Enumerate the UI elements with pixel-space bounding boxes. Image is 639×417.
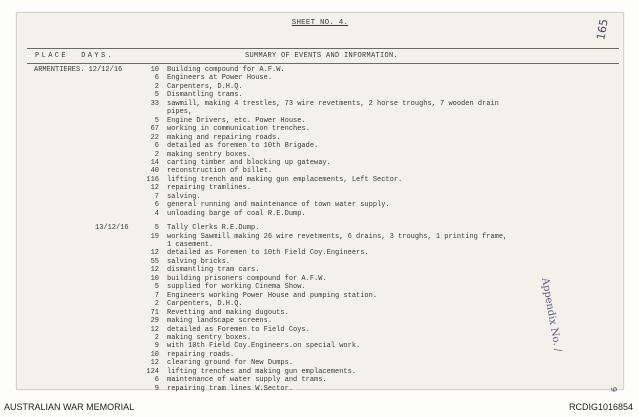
entry-count: 5 bbox=[154, 116, 159, 125]
entry-text: with 10th Field Coy.Engineers.on special work. bbox=[167, 342, 361, 351]
entry-count: 2 bbox=[154, 150, 159, 159]
header-rule-top bbox=[27, 48, 619, 49]
entry-count: 12 bbox=[150, 359, 159, 368]
entry-text: making landscape screens. bbox=[167, 317, 273, 326]
entry-text: Carpenters, D.H.Q. bbox=[167, 82, 243, 91]
entry-text: working Sawmill making 26 wire revetments, 6 drains, 3 troughs, 1 printing frame, bbox=[167, 232, 508, 241]
entry-text: maintenance of water supply and trams. bbox=[167, 376, 327, 385]
entry-count: 9 bbox=[154, 384, 159, 393]
entry-text: supplied for working Cinema Show. bbox=[167, 283, 306, 292]
entry-count: 14 bbox=[150, 158, 159, 167]
entry-count: 12 bbox=[150, 266, 159, 275]
entry-text: working in communication trenches. bbox=[167, 125, 310, 134]
entry-count: 7 bbox=[154, 291, 159, 300]
entry-date: 13/12/16 bbox=[95, 224, 129, 233]
entry-text: Engineers at Power House. bbox=[167, 74, 273, 83]
entry-count: 22 bbox=[150, 133, 159, 142]
entry-count: 2 bbox=[154, 300, 159, 309]
entry-count: 12 bbox=[150, 325, 159, 334]
entry-text: Tally Clerks R.E.Dump. bbox=[167, 224, 260, 233]
entry-count: 4 bbox=[154, 209, 159, 218]
entry-count: 40 bbox=[150, 167, 159, 176]
entry-date: ARMENTIERES. 12/12/16 bbox=[34, 66, 123, 74]
entry-text: clearing ground for New Dumps. bbox=[167, 359, 294, 368]
entry-text: carting timber and blocking up gateway. bbox=[167, 158, 331, 167]
entry-count: 6 bbox=[154, 201, 159, 210]
footer-source: AUSTRALIAN WAR MEMORIAL bbox=[4, 402, 135, 412]
entry-count: 12 bbox=[150, 184, 159, 193]
entry-count: 29 bbox=[150, 317, 159, 326]
entry-count: 2 bbox=[154, 82, 159, 91]
entry-count: 6 bbox=[154, 74, 159, 83]
entry-count: 5 bbox=[154, 283, 159, 292]
entry-count: 5 bbox=[154, 224, 159, 233]
entry-text: detailed as foremen to 10th Brigade. bbox=[167, 142, 319, 151]
sheet-title: SHEET NO. 4. bbox=[291, 19, 349, 27]
entry-count: 10 bbox=[150, 274, 159, 283]
entry-count: 9 bbox=[154, 342, 159, 351]
entry-text: detailed as Foremen to Field Coys. bbox=[167, 325, 310, 334]
entry-text: dismantling tram cars. bbox=[167, 266, 260, 275]
entry-text: Engineers working Power House and pumping station. bbox=[167, 291, 378, 300]
entry-count: 6 bbox=[154, 376, 159, 385]
folio-number: 165 bbox=[594, 18, 611, 41]
entry-text: repairing tramlines. bbox=[167, 184, 252, 193]
entry-count: 7 bbox=[154, 192, 159, 201]
entry-text: Dismantling trams. bbox=[167, 91, 243, 100]
entry-text: pipes, bbox=[167, 108, 193, 117]
entry-text: sawmill, making 4 trestles, 73 wire revetments, 2 horse troughs, 7 wooden drain bbox=[167, 99, 499, 108]
entry-text: Building compound for A.F.W. bbox=[167, 66, 285, 74]
appendix-note: Appendix No. / bbox=[539, 277, 563, 353]
column-summary: SUMMARY OF EVENTS AND INFORMATION. bbox=[245, 52, 399, 60]
entry-count: 116 bbox=[146, 175, 159, 184]
entry-text: salving bricks. bbox=[167, 257, 231, 266]
entry-text: making sentry boxes. bbox=[167, 333, 252, 342]
entry-text: lifting trench and making gun emplacements, Left Sector. bbox=[167, 175, 403, 184]
entry-text: detailed as Foremen to 10th Field Coy.Engineers. bbox=[167, 249, 369, 258]
footer-id: RCDIG1016854 bbox=[568, 402, 633, 412]
entry-text: repairing tram lines W.Sector. bbox=[167, 384, 294, 393]
header-rule-bottom bbox=[27, 63, 619, 64]
entry-count: 19 bbox=[150, 232, 159, 241]
entry-count: 67 bbox=[150, 125, 159, 134]
entry-text: salving. bbox=[167, 192, 201, 201]
entry-count: 124 bbox=[146, 367, 159, 376]
entry-count: 71 bbox=[150, 308, 159, 317]
entry-count: 6 bbox=[154, 142, 159, 151]
entry-text: general running and maintenance of town water supply. bbox=[167, 201, 390, 210]
entry-count: 10 bbox=[150, 66, 159, 74]
entry-text: unloading barge of coal R.E.Dump. bbox=[167, 209, 306, 218]
entry-count: 12 bbox=[150, 249, 159, 258]
entry-text: repairing roads. bbox=[167, 350, 235, 359]
entry-count: 5 bbox=[154, 91, 159, 100]
entry-text: making and repairing roads. bbox=[167, 133, 281, 142]
entry-text: Carpenters, D.H.Q. bbox=[167, 300, 243, 309]
entry-count: 10 bbox=[150, 350, 159, 359]
entry-text: building prisoners compound for A.F.W. bbox=[167, 274, 327, 283]
entry-text: Engine Drivers, etc. Power House. bbox=[167, 116, 306, 125]
entry-text: making sentry boxes. bbox=[167, 150, 252, 159]
entry-count: 2 bbox=[154, 333, 159, 342]
page-mark: 6 bbox=[609, 386, 619, 393]
entry-text: Revetting and making dugouts. bbox=[167, 308, 289, 317]
document-sheet bbox=[16, 12, 624, 393]
entry-count: 33 bbox=[150, 99, 159, 108]
entry-text: lifting trenches and making gun emplacements. bbox=[167, 367, 357, 376]
entry-count: 55 bbox=[150, 257, 159, 266]
entry-text: reconstruction of billet. bbox=[167, 167, 273, 176]
entry-text: 1 casement. bbox=[167, 241, 214, 249]
column-place-days: PLACE DAYS. bbox=[35, 52, 115, 60]
